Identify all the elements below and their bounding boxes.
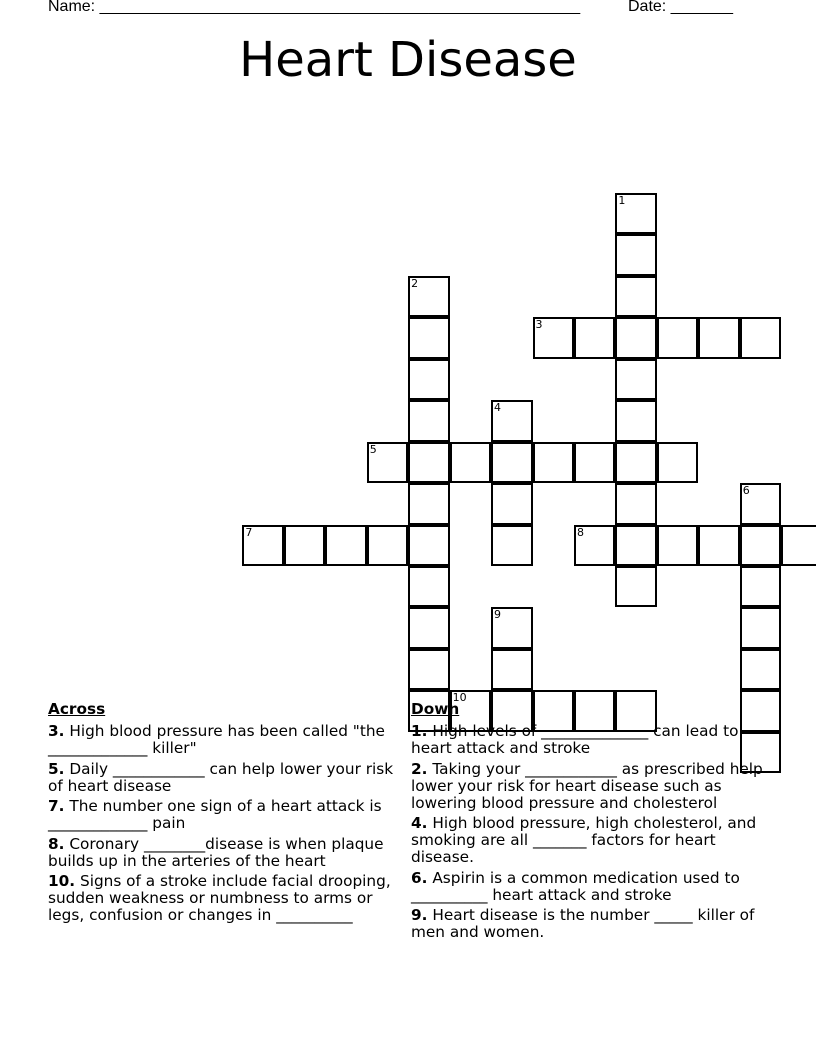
clue-across-8 xyxy=(48,836,400,870)
clue-text: Heart disease is the number _____ killer of men and women. xyxy=(411,906,755,941)
clue-down-4 xyxy=(411,815,777,866)
grid-cell[interactable] xyxy=(615,317,657,359)
clue-text: Aspirin is a common medication used to __________ heart attack and stroke xyxy=(411,868,740,904)
grid-cell[interactable] xyxy=(657,317,699,359)
grid-cell[interactable] xyxy=(740,566,782,608)
grid-cell[interactable] xyxy=(367,525,409,567)
grid-cell[interactable] xyxy=(491,400,533,442)
clue-number-label: 10 xyxy=(452,691,467,705)
grid-cell[interactable] xyxy=(408,400,450,442)
clue-text: Daily ____________ can help lower your risk of heart disease xyxy=(48,759,394,795)
clue-number-label: 7 xyxy=(245,525,253,539)
grid-cell[interactable] xyxy=(491,649,533,691)
grid-cell[interactable] xyxy=(615,442,657,484)
clue-across-5 xyxy=(48,761,400,795)
grid-cell[interactable] xyxy=(740,649,782,691)
grid-cell[interactable] xyxy=(533,317,575,359)
clue-number: 4. xyxy=(411,814,428,832)
grid-cell[interactable] xyxy=(615,234,657,276)
clue-number: 3. xyxy=(48,722,65,740)
clue-number: 8. xyxy=(48,834,65,853)
clue-text: High blood pressure, high cholesterol, and smoking are all _______ factors for heart disease. xyxy=(411,814,757,866)
grid-cell[interactable] xyxy=(740,317,782,359)
clue-down-6 xyxy=(411,870,777,904)
across-clues xyxy=(48,701,400,928)
grid-cell[interactable] xyxy=(740,607,782,649)
grid-cell[interactable] xyxy=(781,525,816,567)
clue-across-10 xyxy=(48,873,400,924)
grid-cell[interactable] xyxy=(242,525,284,567)
grid-cell[interactable] xyxy=(740,483,782,525)
grid-cell[interactable] xyxy=(491,607,533,649)
clue-number: 2. xyxy=(411,759,428,778)
grid-cell[interactable] xyxy=(657,442,699,484)
down-clues xyxy=(411,701,777,945)
clue-number-label: 5 xyxy=(369,442,377,456)
clue-number: 10. xyxy=(48,872,76,890)
clue-number: 9. xyxy=(411,906,428,924)
grid-cell[interactable] xyxy=(408,525,450,567)
clue-down-9 xyxy=(411,907,777,941)
grid-cell[interactable] xyxy=(325,525,367,567)
grid-cell[interactable] xyxy=(615,525,657,567)
grid-cell[interactable] xyxy=(698,525,740,567)
grid-cell[interactable] xyxy=(408,566,450,608)
grid-cell[interactable] xyxy=(657,525,699,567)
down-heading: Down xyxy=(411,700,460,718)
grid-cell[interactable] xyxy=(574,317,616,359)
clue-text: High levels of ______________ can lead to heart attack and stroke xyxy=(411,722,739,757)
across-heading: Across xyxy=(48,700,106,718)
grid-cell[interactable] xyxy=(408,649,450,691)
grid-cell[interactable] xyxy=(491,525,533,567)
grid-cell[interactable] xyxy=(615,276,657,318)
clue-number: 1. xyxy=(411,722,428,740)
grid-cell[interactable] xyxy=(574,442,616,484)
grid-cell[interactable] xyxy=(408,483,450,525)
date-field-line: Date: _______ xyxy=(628,0,733,15)
grid-cell[interactable] xyxy=(740,525,782,567)
grid-cell[interactable] xyxy=(533,442,575,484)
name-field-line: Name: ______________________________________________________ xyxy=(48,0,581,15)
clue-number: 6. xyxy=(411,868,428,887)
clue-number: 5. xyxy=(48,759,65,778)
clue-across-7 xyxy=(48,798,400,832)
clue-number-label: 1 xyxy=(618,193,626,207)
grid-cell[interactable] xyxy=(615,359,657,401)
puzzle-title: Heart Disease xyxy=(239,32,577,88)
grid-cell[interactable] xyxy=(408,317,450,359)
grid-cell[interactable] xyxy=(408,276,450,318)
clue-number-label: 2 xyxy=(411,276,419,290)
grid-cell[interactable] xyxy=(450,442,492,484)
clue-number-label: 4 xyxy=(494,401,502,415)
grid-cell[interactable] xyxy=(284,525,326,567)
clue-text: Coronary ________disease is when plaque builds up in the arteries of the heart xyxy=(48,834,384,870)
clue-text: Signs of a stroke include facial drooping, sudden weakness or numbness to arms or legs, confusion or changes in __________ xyxy=(48,872,391,924)
grid-cell[interactable] xyxy=(491,483,533,525)
clue-across-3 xyxy=(48,723,400,757)
grid-cell[interactable] xyxy=(408,607,450,649)
grid-cell[interactable] xyxy=(491,442,533,484)
grid-cell[interactable] xyxy=(367,442,409,484)
clue-down-1 xyxy=(411,723,777,757)
clue-number-label: 8 xyxy=(576,525,584,539)
clue-number-label: 9 xyxy=(494,608,502,622)
grid-cell[interactable] xyxy=(574,525,616,567)
grid-cell[interactable] xyxy=(615,193,657,235)
grid-cell[interactable] xyxy=(615,483,657,525)
clue-down-2 xyxy=(411,761,777,812)
clue-text: The number one sign of a heart attack is _____________ pain xyxy=(48,797,382,832)
grid-cell[interactable] xyxy=(615,400,657,442)
clue-text: High blood pressure has been called "the _____________ killer" xyxy=(48,722,385,757)
grid-cell[interactable] xyxy=(408,359,450,401)
clue-number-label: 6 xyxy=(742,484,750,498)
clue-number-label: 3 xyxy=(535,318,543,332)
clue-number: 7. xyxy=(48,797,65,815)
clue-text: Taking your ____________ as prescribed help lower your risk for heart disease such as lowering blood pressure and cholesterol xyxy=(411,759,763,812)
grid-cell[interactable] xyxy=(615,566,657,608)
grid-cell[interactable] xyxy=(698,317,740,359)
grid-cell[interactable] xyxy=(408,442,450,484)
